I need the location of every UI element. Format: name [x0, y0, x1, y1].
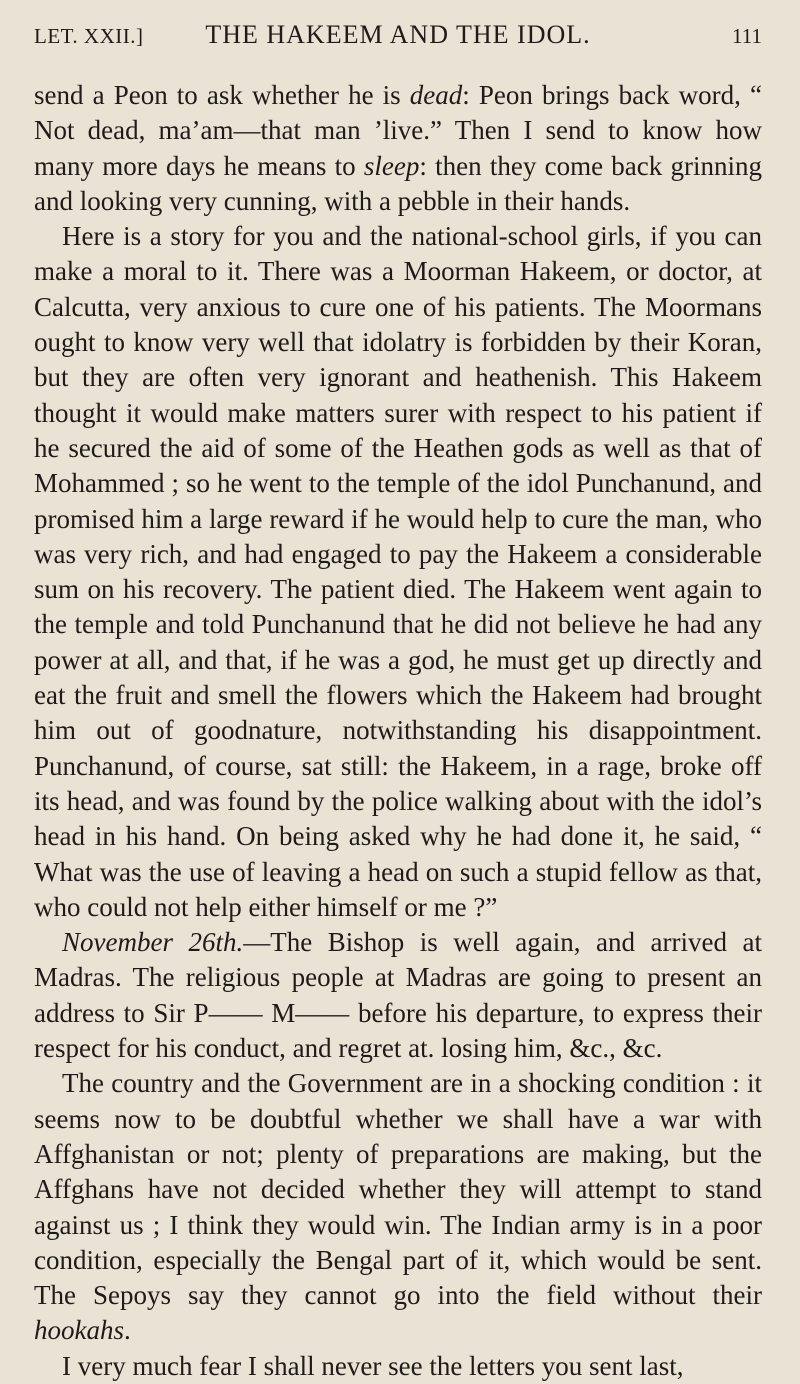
- emphasis-hookahs: hookahs: [34, 1315, 124, 1346]
- body-text: [34, 78, 762, 1384]
- paragraph-4: The country and the Government are in a shocking condition : it seems now to be doubtful whether we shall have a war with Affghanistan or not; plenty of preparations are making, but the Affghans have not decided whether they will attempt to stand against us ; I think they would win. The Indian army is in a poor condition, especially the Bengal part of it, which would be sent. The Sepoys say they cannot go into the field without their hookahs.: [34, 1068, 762, 1346]
- running-head: [34, 0, 762, 78]
- date-heading: November 26th.: [62, 927, 244, 958]
- emphasis-sleep: sleep: [363, 150, 420, 181]
- page-number: 111: [732, 24, 762, 48]
- letter-number: LET. XXII.]: [34, 24, 144, 48]
- emphasis-dead: dead: [409, 80, 463, 110]
- chapter-title: THE HAKEEM AND THE IDOL.: [205, 20, 591, 49]
- paragraph-1: send a Peon to ask whether he is dead: Peon brings back word, “ Not dead, ma’am—that man ’live.” Then I send to know how many more days he means to sleep: then they come back grinning and looking very cunning, with a pebble in their hands.: [34, 80, 762, 216]
- paragraph-5: I very much fear I shall never see the letters you sent last,: [62, 1350, 684, 1381]
- paragraph-3: November 26th.—The Bishop is well again, and arrived at Madras. The religious people at Madras are going to present an address to Sir P—— M—— before his departure, to express their respect for his conduct, and regret at. losing him, &c., &c.: [34, 927, 763, 1064]
- paragraph-2: Here is a story for you and the national-school girls, if you can make a moral to it. There was a Moorman Hakeem, or doctor, at Calcutta, very anxious to cure one of his patients. The Moormans ought to know very well that idolatry is forbidden by their Koran, but they are often very ignorant and heathenish. This Hakeem thought it would make matters surer with respect to his patient if he secured the aid of some of the Heathen gods as well as that of Mohammed ; so he went to the temple of the idol Punchanund, and promised him a large reward if he would help to cure the man, who was very rich, and had engaged to pay the Hakeem a considerable sum on his recovery. The patient died. The Hakeem went again to the temple and told Punchanund that he did not believe he had any power at all, and that, if he was a god, he must get up directly and eat the fruit and smell the flowers which the Hakeem had brought him out of goodnature, notwithstanding his disappointment. Punchanund, of course, sat still: the Hakeem, in a rage, broke off its head, and was found by the police walking about with the idol’s head in his hand. On being asked why he had done it, he said, “ What was the use of leaving a head on such a stupid fellow as that, who could not help either himself or me ?”: [34, 221, 762, 922]
